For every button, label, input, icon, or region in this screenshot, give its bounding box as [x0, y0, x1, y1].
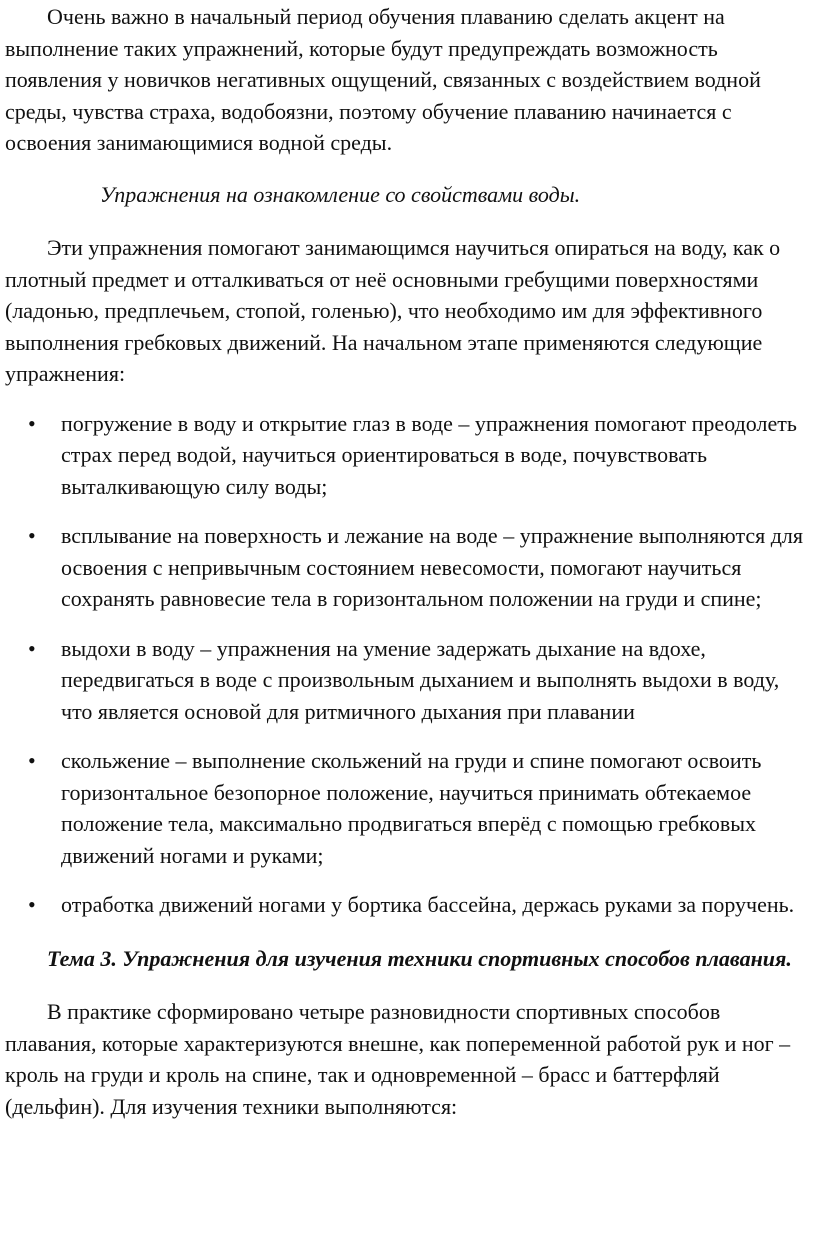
document-page — [5, 1, 813, 1122]
list-item-text: выдохи в воду – упражнения на умение задержать дыхание на вдохе, передвигаться в воде с произвольным дыханием и выполнять выдохи в воду, что является основой для ритмичного дыхания при плавании — [61, 635, 780, 724]
list-item-text: отработка движений ногами у бортика бассейна, держась руками за поручень. — [61, 892, 795, 917]
section-subheading: Упражнения на ознакомление со свойствами воды. — [100, 181, 581, 207]
bullet-marker: • — [28, 892, 36, 917]
intro-paragraph: Очень важно в начальный период обучения плаванию сделать акцент на выполнение таких упражнений, которые будут предупреждать возможность появления у новичков негативных ощущений, связанных с воздействием водной среды, чувства страха, водобоязни, поэтому обучение плаванию начинается с освоения занимающимися водной среды. — [5, 4, 761, 155]
bullet-marker: • — [28, 748, 36, 773]
list-item — [5, 633, 813, 728]
bullet-marker: • — [28, 410, 36, 436]
list-item-text: погружение в воду и открытие глаз в воде – упражнения помогают преодолеть страх перед водой, научиться ориентироваться в воде, почувствовать выталкивающую силу воды; — [61, 410, 797, 499]
exercises-intro-paragraph: Эти упражнения помогают занимающимся научиться опираться на воду, как о плотный предмет и отталкиваться от неё основными гребущими поверхностями (ладонью, предплечьем, стопой, голенью), что необходимо им для эффективного выполнения гребковых движений. На начальном этапе применяются следующие упражнения: — [5, 235, 781, 386]
list-item-text: скольжение – выполнение скольжений на груди и спине помогают освоить горизонтальное безопорное положение, научиться принимать обтекаемое положение тела, максимально продвигаться вперёд с помощью гребковых движений ногами и руками; — [61, 748, 762, 868]
list-item-text: всплывание на поверхность и лежание на воде – упражнение выполняются для освоения с непривычным состоянием невесомости, помогают научиться сохранять равновесие тела в горизонтальном положении на груди и спине; — [61, 523, 804, 611]
bullet-marker: • — [28, 523, 36, 548]
closing-paragraph: В практике сформировано четыре разновидности спортивных способов плавания, которые характеризуются внешне, как попеременной работой рук и ног – кроль на груди и кроль на спине, так и одновременной – брасс и баттерфляй (дельфин). Для изучения техники выполняются: — [5, 999, 791, 1119]
list-item — [5, 745, 813, 871]
bullet-marker: • — [28, 635, 36, 661]
list-item — [5, 520, 813, 615]
exercise-list — [5, 408, 813, 921]
topic-heading: Тема 3. Упражнения для изучения техники спортивных способов плавания. — [47, 945, 792, 971]
list-item — [5, 408, 813, 503]
list-item — [5, 889, 813, 921]
